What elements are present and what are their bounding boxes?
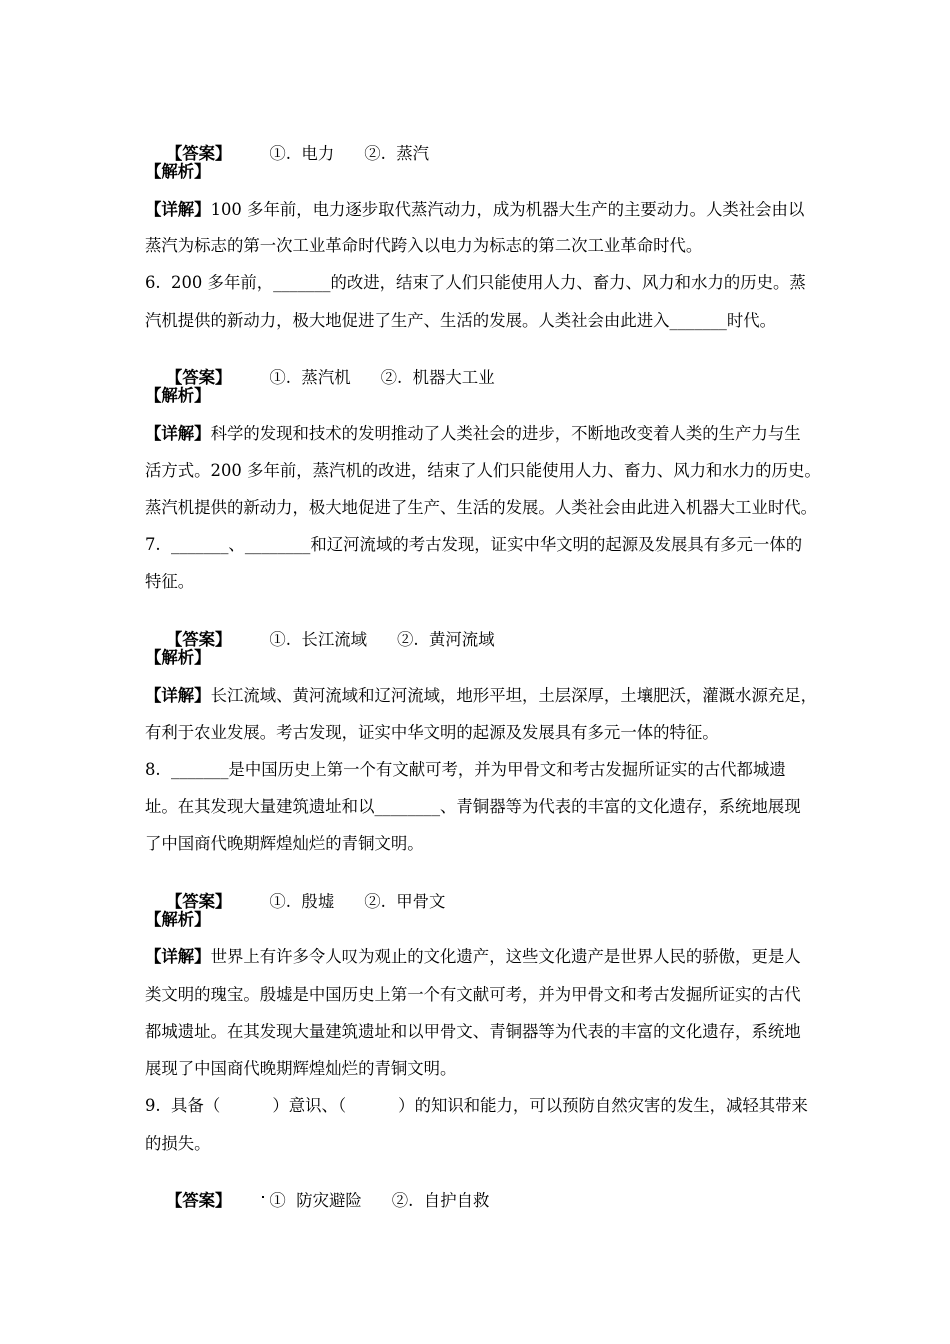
answer-item-2: ②. 蒸汽 bbox=[364, 144, 430, 163]
q8-detail-line-4: 展现了中国商代晚期辉煌灿烂的青铜文明。 bbox=[145, 1059, 457, 1078]
detail-label: 【详解】 bbox=[145, 686, 211, 705]
q8-question-line-3: 了中国商代晚期辉煌灿烂的青铜文明。 bbox=[145, 834, 424, 853]
q5-detail-line-2: 蒸汽为标志的第一次工业革命时代跨入以电力为标志的第二次工业革命时代。 bbox=[145, 236, 703, 255]
q8-question-line-1: 8. _______是中国历史上第一个有文献可考，并为甲骨文和考古发掘所证实的古代都城遗 bbox=[145, 760, 786, 779]
q8-detail-line-1: 【详解】世界上有许多令人叹为观止的文化遗产，这些文化遗产是世界人民的骄傲，更是人 bbox=[145, 947, 801, 966]
q8-detail-line-2: 类文明的瑰宝。殷墟是中国历史上第一个有文献可考，并为甲骨文和考古发掘所证实的古代 bbox=[145, 985, 801, 1004]
q6-detail-line-1: 【详解】科学的发现和技术的发明推动了人类社会的进步，不断地改变着人类的生产力与生 bbox=[145, 424, 801, 443]
q5-detail-line-1: 【详解】100 多年前，电力逐步取代蒸汽动力，成为机器大生产的主要动力。人类社会由以 bbox=[145, 200, 805, 219]
q6-detail-line-2: 活方式。200 多年前，蒸汽机的改进，结束了人们只能使用人力、畜力、风力和水力的历史。 bbox=[145, 461, 821, 480]
answer-label: 【答案】 bbox=[165, 368, 232, 387]
q9-answer-row bbox=[145, 1171, 489, 1231]
q7-detail-line-1: 【详解】长江流域、黄河流域和辽河流域，地形平坦，土层深厚，土壤肥沃，灌溉水源充足， bbox=[145, 686, 818, 705]
answer-item-2: ②. 甲骨文 bbox=[364, 892, 446, 911]
answer-label: 【答案】 bbox=[165, 892, 232, 911]
detail-label: 【详解】 bbox=[145, 200, 211, 219]
q8-question-line-2: 址。在其发现大量建筑遗址和以________、青铜器等为代表的丰富的文化遗存，系统地展现 bbox=[145, 797, 801, 816]
detail-label: 【详解】 bbox=[145, 947, 211, 966]
answer-item-1: ①. 电力 bbox=[269, 144, 335, 163]
answer-label: 【答案】 bbox=[165, 630, 232, 649]
answer-item-1: ①. 蒸汽机 bbox=[269, 368, 351, 387]
answer-item-2: ②. 机器大工业 bbox=[380, 368, 495, 387]
q9-question-line-1: 9. 具备（ ）意识、（ ）的知识和能力，可以预防自然灾害的发生，减轻其带来 bbox=[145, 1096, 808, 1115]
q6-detail-line-3: 蒸汽机提供的新动力，极大地促进了生产、生活的发展。人类社会由此进入机器大工业时代。 bbox=[145, 498, 818, 517]
answer-item-2: ②. 自护自救 bbox=[391, 1191, 490, 1210]
q8-analysis-label: 【解析】 bbox=[145, 910, 211, 929]
q6-analysis-label: 【解析】 bbox=[145, 386, 211, 405]
q7-question-line-1: 7. _______、________和辽河流域的考古发现，证实中华文明的起源及发展具有多元一体的 bbox=[145, 535, 803, 554]
detail-label: 【详解】 bbox=[145, 424, 211, 443]
answer-label: 【答案】 bbox=[165, 144, 232, 163]
q7-detail-line-2: 有利于农业发展。考古发现，证实中华文明的起源及发展具有多元一体的特征。 bbox=[145, 723, 719, 742]
stray-dot bbox=[262, 1196, 264, 1198]
answer-item-1: ①. 殷墟 bbox=[269, 892, 335, 911]
q9-question-line-2: 的损失。 bbox=[145, 1134, 211, 1153]
q8-detail-line-3: 都城遗址。在其发现大量建筑遗址和以甲骨文、青铜器等为代表的丰富的文化遗存，系统地 bbox=[145, 1022, 801, 1041]
q5-analysis-label: 【解析】 bbox=[145, 162, 211, 181]
q7-analysis-label: 【解析】 bbox=[145, 648, 211, 667]
q6-question-line-2: 汽机提供的新动力，极大地促进了生产、生活的发展。人类社会由此进入_______时代。 bbox=[145, 311, 777, 330]
q6-question-line-1: 6. 200 多年前，_______的改进，结束了人们只能使用人力、畜力、风力和水力的历史。蒸 bbox=[145, 273, 806, 292]
answer-label: 【答案】 bbox=[165, 1191, 232, 1210]
q7-question-line-2: 特征。 bbox=[145, 572, 195, 591]
answer-item-1: ①. 长江流域 bbox=[269, 630, 367, 649]
answer-item-2: ②. 黄河流域 bbox=[397, 630, 495, 649]
answer-item-1: ① 防灾避险 bbox=[269, 1191, 362, 1210]
